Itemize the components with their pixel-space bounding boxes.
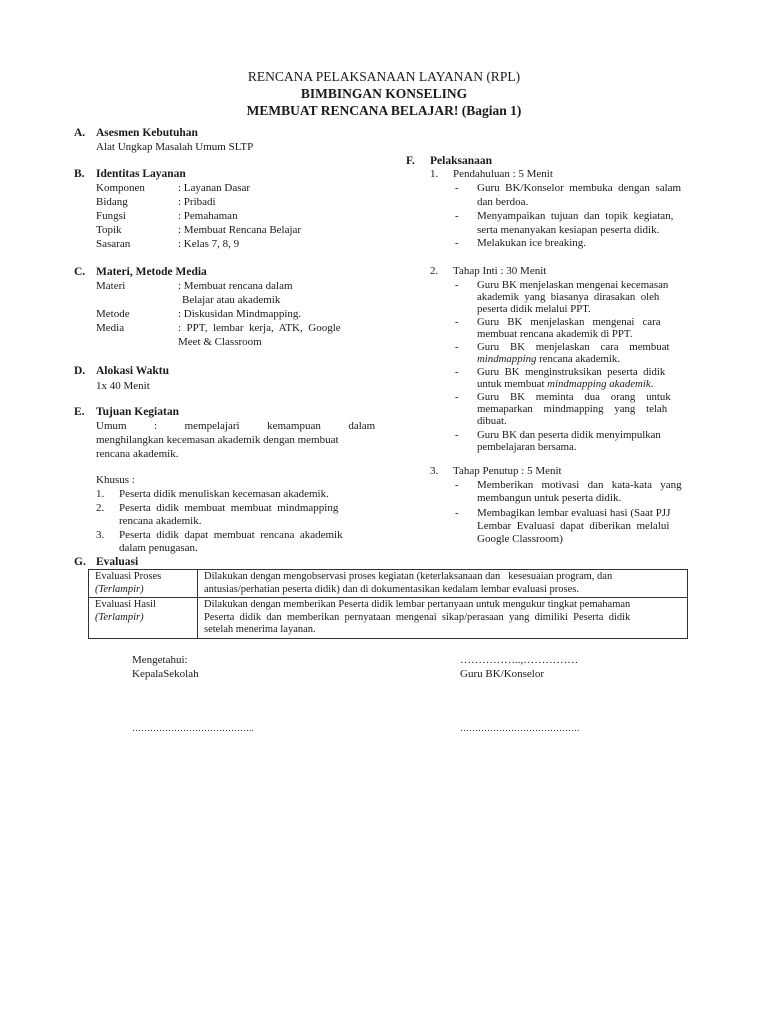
bullet-text: pembelajaran bersama. [477,441,577,453]
section-g-heading: Evaluasi [96,556,139,568]
khusus-item-num: 3. [96,529,105,541]
bullet-text: Guru BK menjelaskan cara membuat [477,341,670,353]
bullet-dash: - [455,479,459,491]
step-1-list [455,182,695,252]
identity-value: : Layanan Dasar [178,182,251,194]
bullet-text: Guru BK menjelaskan mengenai cara [477,316,661,328]
signature-left-line: ………………………………….. [132,723,254,733]
document-title [0,68,768,119]
evaluation-table [88,569,688,639]
section-c-heading: Materi, Metode Media [96,266,207,278]
bullet-text: membangun untuk peserta didik. [477,492,622,504]
materi-key: Materi [96,280,126,292]
bullet-text: memaparkan mindmapping yang telah [477,403,668,415]
bullet-text: Guru BK dan peserta didik menyimpulkan [477,429,661,441]
metode-value: : Diskusidan Mindmapping. [178,308,302,320]
signature-right-label: Guru BK/Konselor [460,668,545,680]
materi-value-1: : Membuat rencana dalam [178,280,293,292]
khusus-item-num: 1. [96,488,105,500]
umum-line-2: menghilangkan kecemasan akademik dengan membuat [96,434,339,446]
identity-value: : Kelas 7, 8, 9 [178,238,240,250]
section-d-heading: Alokasi Waktu [96,365,169,377]
section-b-heading: Identitas Layanan [96,168,186,180]
khusus-label: Khusus : [96,474,135,486]
bullet-dash: - [455,507,459,519]
bullet-text-rest: untuk membuat [477,378,548,390]
step-3-title: Tahap Penutup : 5 Menit [453,465,562,477]
identity-table [96,182,356,252]
bullet-text: akademik yang biasanya dirasakan oleh [477,291,660,303]
eval-desc-cell [198,570,688,598]
bullet-dash: - [455,316,459,328]
identity-key: Bidang [96,196,128,208]
identity-value: : Pemahaman [178,210,238,222]
section-d-text: 1x 40 Menit [96,380,150,392]
table-row [89,570,688,598]
section-a-letter: A. [74,127,86,139]
identity-key: Komponen [96,182,145,194]
bullet-text: Melakukan ice breaking. [477,237,587,249]
bullet-text [477,353,620,366]
bullet-text: Menyampaikan tujuan dan topik kegiatan, [477,210,674,222]
eval-label: Evaluasi Proses [95,571,162,582]
step-1-title: Pendahuluan : 5 Menit [453,168,553,180]
step-3-num: 3. [430,465,439,477]
khusus-item-line-2: dalam penugasan. [119,542,198,554]
section-e-heading: Tujuan Kegiatan [96,406,179,418]
bullet-text: peserta didik melalui PPT. [477,303,591,315]
bullet-dash: - [455,366,459,378]
step-1-num: 1. [430,168,439,180]
bullet-dash: - [455,341,459,353]
eval-sub: (Terlampir) [95,583,144,595]
bullet-dash: - [455,237,459,249]
title-line-3: MEMBUAT RENCANA BELAJAR! (Bagian 1) [246,103,522,118]
section-g-letter: G. [74,556,86,568]
bullet-text: membuat rencana akademik di PPT. [477,328,633,340]
eval-label-cell [89,598,198,639]
bullet-text: Guru BK meminta dua orang untuk [477,391,671,403]
bullet-text: Guru BK menginstruksikan peserta didik [477,366,666,378]
bullet-dash: - [455,279,459,291]
section-f-letter: F. [406,155,415,167]
section-c-letter: C. [74,266,86,278]
khusus-item-line: Peserta didik menuliskan kecemasan akademik. [119,488,329,500]
bullet-text: Membagikan lembar evaluasi hasi (Saat PJJ [477,507,671,519]
bullet-dash: - [455,391,459,403]
eval-label-cell [89,570,198,598]
bullet-text: dibuat. [477,415,507,427]
signature-left-label-2: KepalaSekolah [132,668,199,680]
section-a-heading: Asesmen Kebutuhan [96,127,198,139]
step-2-list [455,279,695,459]
media-key: Media [96,322,125,334]
bullet-text: Google Classroom) [477,533,563,545]
khusus-item-line: Peserta didik dapat membuat rencana akademik [119,529,343,541]
bullet-text: dan berdoa. [477,196,529,208]
media-value-1: : PPT, lembar kerja, ATK, Google [178,322,341,334]
umum-line-3: rencana akademik. [96,448,179,460]
eval-desc-line: setelah menerima layanan. [204,624,316,635]
eval-desc-line: Dilakukan dengan memberikan Peserta didik lembar pertanyaan untuk mengukur tingkat pemahaman [204,599,631,610]
identity-value: : Pribadi [178,196,216,208]
bullet-text: untuk membuat mindmapping akademik. [477,378,654,390]
media-value-2: Meet & Classroom [178,336,262,348]
signature-left-label-1: Mengetahui: [132,654,188,666]
section-e-letter: E. [74,406,85,418]
identity-key: Topik [96,224,122,236]
signature-date-placeholder: ……………..,…………… [460,654,579,666]
identity-value: : Membuat Rencana Belajar [178,224,302,236]
materi-value-2: Belajar atau akademik [182,294,281,306]
table-row [89,598,688,639]
bullet-dash: - [455,182,459,194]
eval-desc-line: Dilakukan dengan mengobservasi proses kegiatan (keterlaksanaan dan kesesuaian program, dan [204,571,613,582]
bullet-dash: - [455,429,459,441]
eval-desc-line: antusias/perhatian peserta didik) dan di dokumentasikan kedalam lembar evaluasi proses. [204,583,579,595]
khusus-item-num: 2. [96,502,105,514]
step-3-list [455,479,695,549]
bullet-text-rest: rencana akademik. [536,353,621,365]
eval-desc-cell [198,598,688,639]
section-d-letter: D. [74,365,86,377]
bullet-text: Guru BK menjelaskan mengenai kecemasan [477,279,669,291]
bullet-text: Lembar Evaluasi dapat diberikan melalui [477,520,670,532]
title-line-1: RENCANA PELAKSANAAN LAYANAN (RPL) [247,69,521,84]
bullet-text: serta menanyakan kesiapan peserta didik. [477,224,660,236]
khusus-item-line: Peserta didik membuat membuat mindmapping [119,502,339,514]
bullet-text: Memberikan motivasi dan kata-kata yang [477,479,682,491]
umum-line-1: Umum : mempelajari kemampuan dalam [96,420,376,432]
bullet-text: Guru BK/Konselor membuka dengan salam [477,182,682,194]
section-f-heading: Pelaksanaan [430,155,492,167]
eval-label: Evaluasi Hasil [95,599,156,610]
metode-key: Metode [96,308,130,320]
title-line-2: BIMBINGAN KONSELING [300,86,468,101]
italic-term: mindmapping [477,353,537,365]
italic-term: mindmapping akademik [547,378,651,390]
khusus-item-line-2: rencana akademik. [119,515,202,527]
signature-right-line: …………………………………. [460,723,580,733]
identity-key: Sasaran [96,238,131,250]
section-a-text: Alat Ungkap Masalah Umum SLTP [96,141,254,153]
eval-sub: (Terlampir) [95,611,144,623]
step-2-num: 2. [430,265,439,277]
bullet-dash: - [455,210,459,222]
section-b-letter: B. [74,168,85,180]
eval-desc-line: Peserta didik dan memberikan pernyataan mengenai sikap/perasaan yang dimiliki Peserta didik [204,611,631,623]
identity-key: Fungsi [96,210,126,222]
step-2-title: Tahap Inti : 30 Menit [453,265,547,277]
